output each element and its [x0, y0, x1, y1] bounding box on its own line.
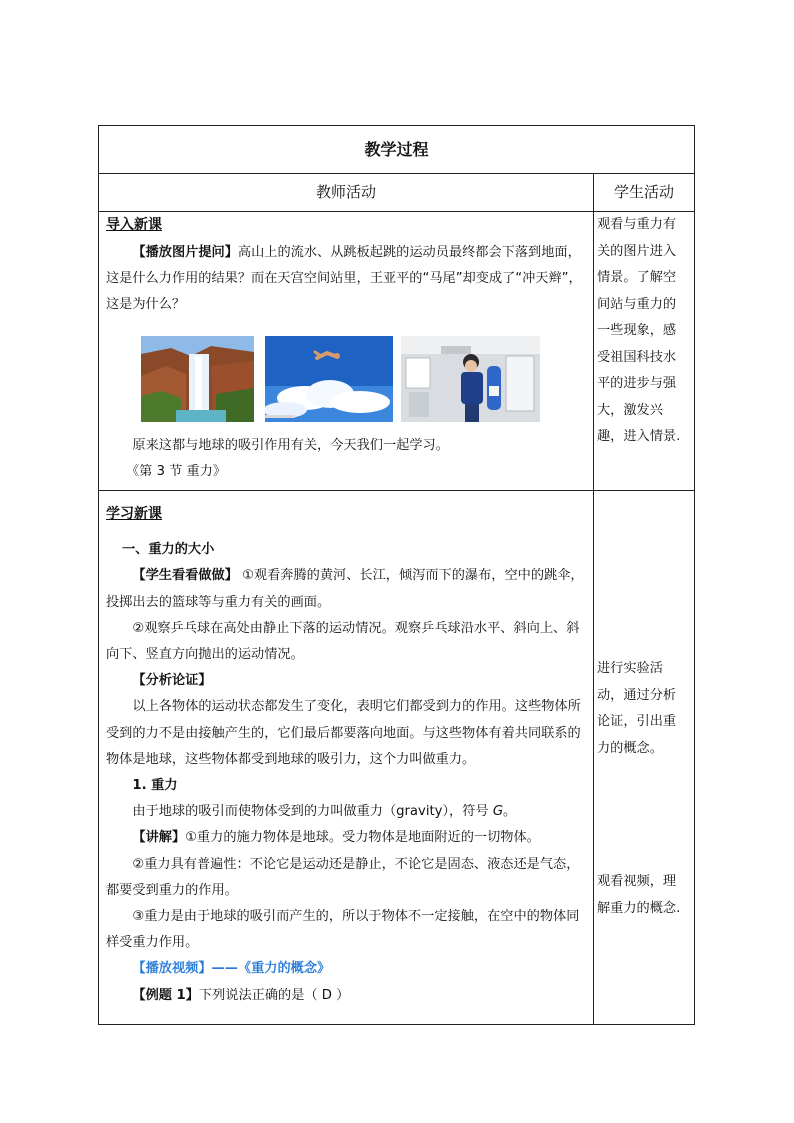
intro-paragraph	[106, 240, 586, 318]
definition-end: 。	[503, 804, 517, 820]
column-header-teacher: 教师活动	[315, 183, 376, 201]
column-header-student: 学生活动	[613, 183, 674, 201]
space-station-photo	[401, 336, 540, 422]
definition-text: 由于地球的吸引而使物体受到的力叫做重力（gravity），符号	[132, 804, 493, 820]
attraction-paragraph: ③重力是由于地球的吸引而产生的，所以于物体不一定接触，在空中的物体同样受重力作用。	[106, 909, 580, 951]
gravity-symbol: G	[492, 804, 504, 820]
activity-text: ①观看奔腾的黄河、长江，倾泻而下的瀑布，空中的跳伞，投掷出去的篮球等与重力有关的画面。	[106, 568, 584, 610]
explanation-tag: 【讲解】	[132, 830, 186, 846]
intro-section	[106, 212, 586, 318]
subheading-gravity: 1. 重力	[132, 778, 178, 794]
observation-paragraph: ②观察乒乓球在高处由静止下落的运动情况。观察乒乓球沿水平、斜向上、斜向下、竖直方向抛出的运动情况。	[106, 620, 580, 663]
teaching-process-table	[98, 125, 695, 1025]
intro-heading: 导入新课	[106, 217, 162, 233]
divider	[99, 490, 694, 491]
waterfall-photo	[141, 336, 254, 422]
activity-tag: 【学生看看做做】	[132, 568, 238, 584]
column-divider	[593, 173, 594, 1025]
intro-tag: 【播放图片提问】	[132, 245, 238, 260]
universality-paragraph: ②重力具有普遍性：不论它是运动还是静止，不论它是固态、液态还是气态，都要受到重力的作用。	[106, 856, 580, 898]
intro-text: 高山上的流水、从跳板起跳的运动员最终都会下落到地面，这是什么力作用的结果？而在天宫空间站里，王亚平的“马尾”却变成了“冲天辫”，这是为什么？	[106, 245, 582, 312]
example-text: 下列说法正确的是（ D ）	[198, 987, 350, 1003]
video-link[interactable]: 【播放视频】——《重力的概念》	[132, 961, 331, 977]
analysis-tag: 【分析论证】	[132, 673, 212, 689]
learn-student-activity-1: 进行实验活动，通过分析论证，引出重力的概念。	[597, 661, 677, 756]
lesson-title: 《第 3 节 重力》	[126, 464, 227, 479]
table-title: 教学过程	[364, 140, 429, 159]
example-tag: 【例题 1】	[132, 987, 199, 1003]
analysis-paragraph: 以上各物体的运动状态都发生了变化，表明它们都受到力的作用。这些物体所受到的力不是由接触产生的，它们最后都要落向地面。与这些物体有着共同联系的物体是地球，这些物体都受到地球的吸引力，这个力叫做重力。	[106, 699, 581, 767]
definition-paragraph	[106, 799, 586, 825]
explanation-text: ①重力的施力物体是地球。受力物体是地面附近的一切物体。	[185, 830, 540, 846]
diver-photo	[265, 336, 393, 422]
learn-heading: 学习新课	[106, 506, 162, 522]
subheading-gravity-magnitude: 一、重力的大小	[122, 542, 215, 558]
intro-transition: 原来这都与地球的吸引作用有关，今天我们一起学习。	[132, 438, 449, 453]
explanation-paragraph	[106, 825, 586, 851]
example-paragraph	[106, 983, 586, 1009]
activity-paragraph	[106, 563, 586, 615]
intro-student-activity: 观看与重力有关的图片进入情景。了解空间站与重力的一些现象，感受祖国科技水平的进步与强大，激发兴趣，进入情景.	[597, 217, 681, 444]
learn-student-activity-2: 观看视频，理解重力的概念.	[597, 874, 681, 916]
learn-section	[106, 501, 586, 1009]
intro-closing	[106, 433, 586, 485]
